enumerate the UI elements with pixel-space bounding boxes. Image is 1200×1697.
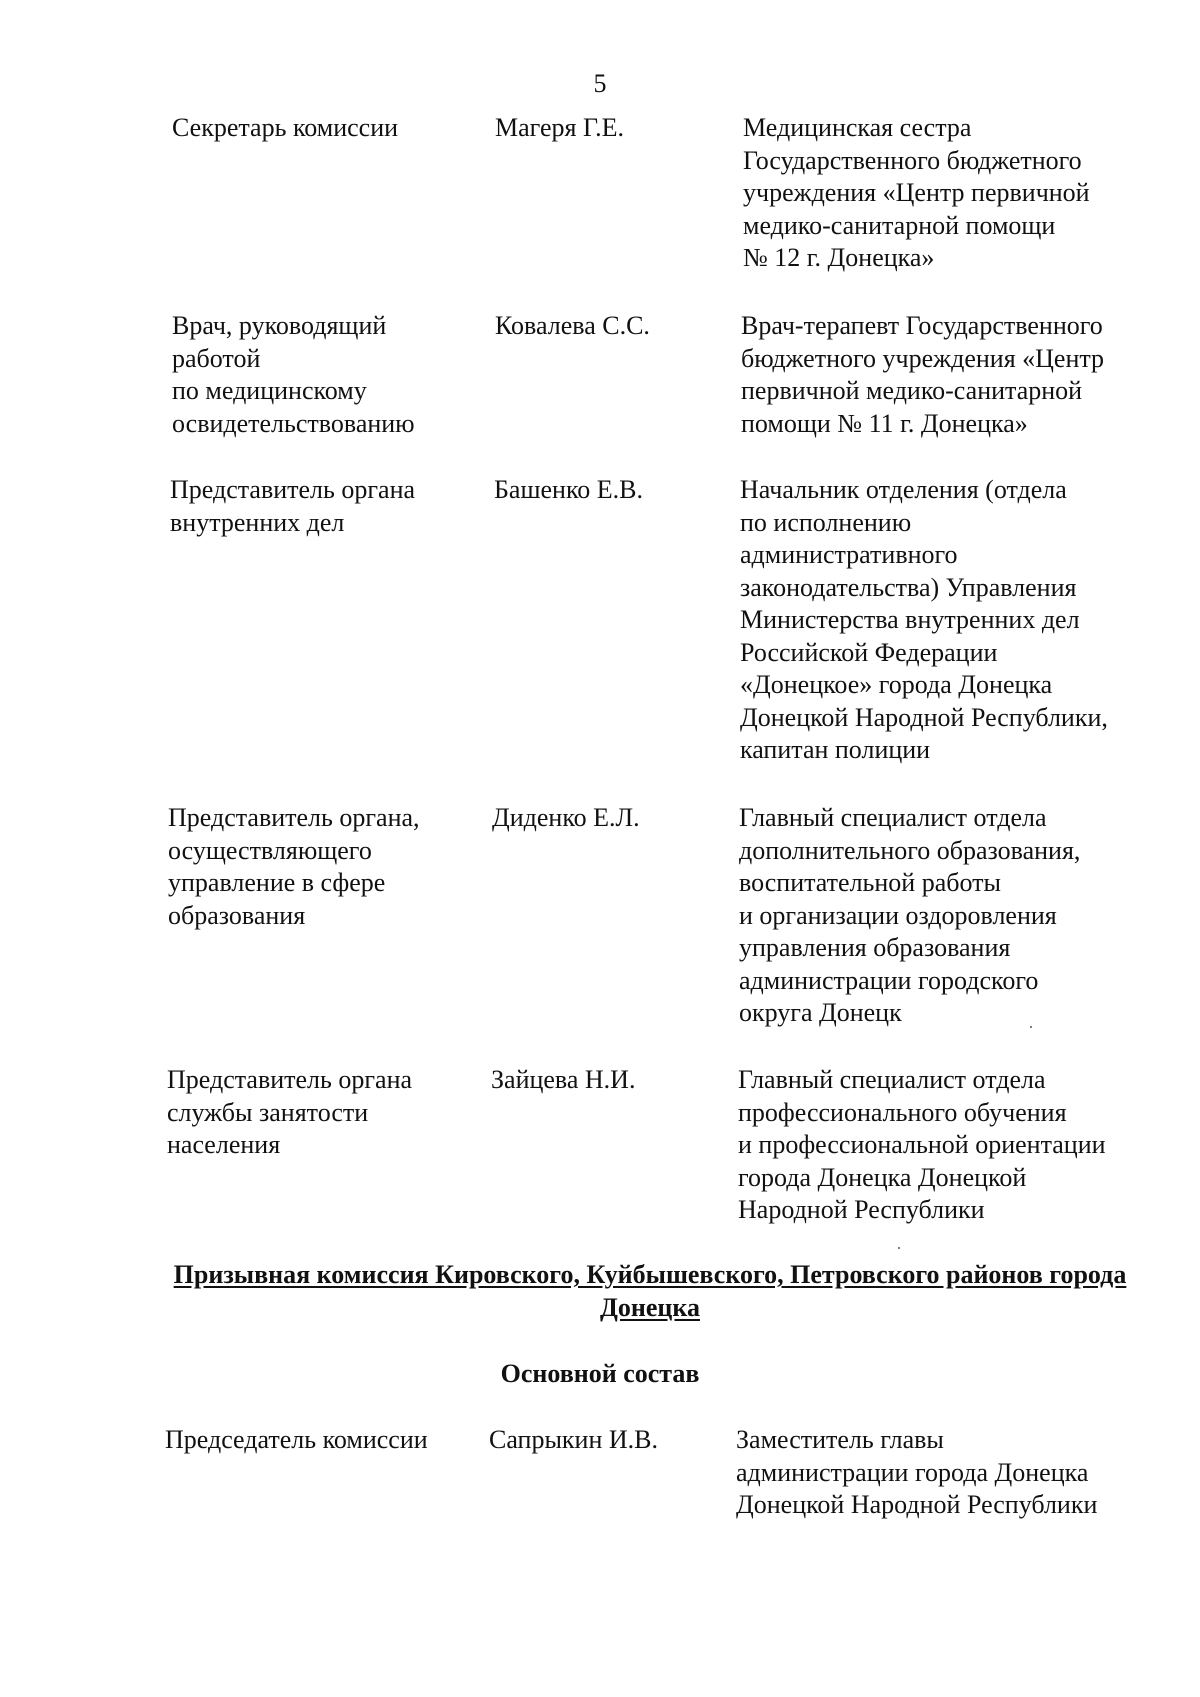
section-heading: Призывная комиссия Кировского, Куйбышевского, Петровского районов города Донецка [173,1260,1127,1322]
member-name: Сапрыкин И.В. [489,1425,658,1454]
scan-speck [1030,1026,1032,1028]
member-role: Председатель комиссии [165,1425,428,1454]
member-role: Представитель органа службы занятости населения [167,1065,413,1159]
member-role: Секретарь комиссии [172,113,399,142]
member-role: Представитель органа внутренних дел [170,475,416,537]
member-name: Магеря Г.Е. [495,113,624,142]
scan-speck [898,1247,900,1249]
member-position: Врач-терапевт Государственного бюджетного учреждения «Центр первичной медико-санитарной помощи № 11 г. Донецка» [741,311,1105,438]
member-role: Представитель органа, осуществляющего управление в сфере образования [168,803,420,930]
member-position: Главный специалист отдела дополнительного образования, воспитательной работы и организации оздоровления управления образования администрации городского округа Донецк [739,803,1081,1027]
section-subheading: Основной состав [500,1359,700,1388]
member-position: Начальник отделения (отдела по исполнению административного законодательства) Управления Министерства внутренних дел Российской Федерации «Донецкое» города Донецка Донецкой Народной Республики, капитан полиции [740,475,1108,764]
page-number: 5 [593,69,607,98]
member-role: Врач, руководящий работой по медицинскому освидетельствованию [172,311,415,438]
member-name: Башенко Е.В. [494,475,643,504]
member-position: Медицинская сестра Государственного бюджетного учреждения «Центр первичной медико-санитарной помощи № 12 г. Донецка» [743,113,1090,272]
member-name: Ковалева С.С. [495,311,650,340]
member-name: Зайцева Н.И. [491,1065,636,1094]
member-name: Диденко Е.Л. [492,803,640,832]
member-position: Главный специалист отдела профессионального обучения и профессиональной ориентации города Донецка Донецкой Народной Республики [738,1065,1106,1224]
member-position: Заместитель главы администрации города Донецка Донецкой Народной Республики [736,1425,1098,1519]
